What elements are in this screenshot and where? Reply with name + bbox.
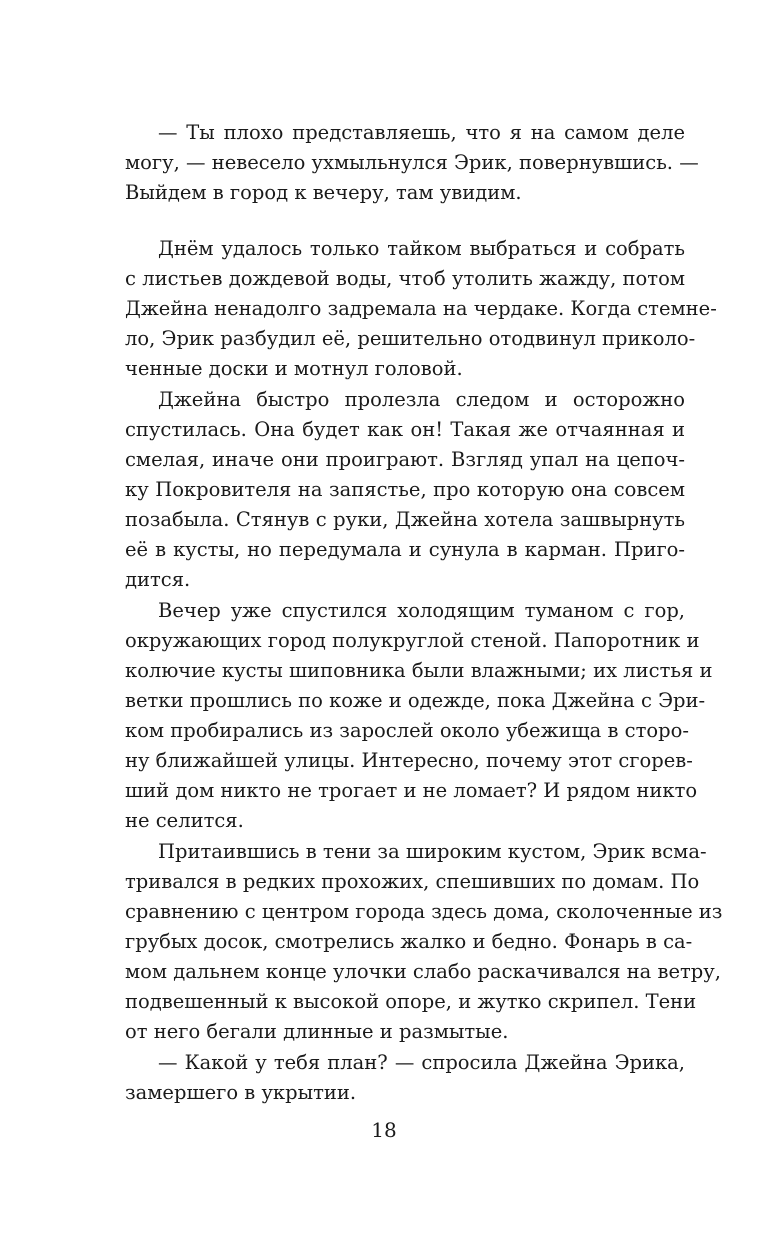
text-line: — Какой у тебя план? — спросила Джейна Эрика, (158, 1051, 685, 1074)
text-line: сравнению с центром города здесь дома, сколоченные из (125, 900, 723, 923)
text-line: от него бегали длинные и размытые. (125, 1020, 509, 1043)
paragraph-1 (125, 118, 699, 208)
text-line: ветки прошлись по коже и одежде, пока Джейна с Эри- (125, 689, 706, 712)
text-line: не селится. (125, 809, 244, 832)
text-line: ком пробирались из зарослей около убежища в сторо- (125, 719, 689, 742)
paragraph-2 (125, 234, 717, 384)
text-line: подвешенный к высокой опоре, и жутко скрипел. Тени (125, 990, 697, 1013)
text-line: Вечер уже спустился холодящим туманом с гор, (158, 599, 685, 622)
text-line: смелая, иначе они проиграют. Взгляд упал на цепоч- (125, 448, 685, 471)
text-line: ченные доски и мотнул головой. (125, 357, 463, 380)
text-line: ну ближайшей улицы. Интересно, почему этот сгорев- (125, 749, 693, 772)
text-line: с листьев дождевой воды, чтоб утолить жажду, потом (125, 267, 685, 290)
text-line: мом дальнем конце улочки слабо раскачивался на ветру, (125, 960, 721, 983)
text-line: позабыла. Стянув с руки, Джейна хотела зашвырнуть (125, 508, 685, 531)
text-line: Днём удалось только тайком выбраться и собрать (158, 237, 685, 260)
text-line: Выйдем в город к вечеру, там увидим. (125, 181, 522, 204)
text-line: окружающих город полукруглой стеной. Папоротник и (125, 629, 700, 652)
text-line: Джейна ненадолго задремала на чердаке. Когда стемне- (125, 297, 717, 320)
paragraph-3 (125, 385, 685, 595)
text-line: грубых досок, смотрелись жалко и бедно. Фонарь в са- (125, 930, 693, 953)
text-line: — Ты плохо представляешь, что я на самом деле (158, 121, 685, 144)
page-number: 18 (371, 1118, 397, 1142)
paragraph-4 (125, 596, 713, 836)
text-line: замершего в укрытии. (125, 1081, 357, 1104)
paragraph-5 (125, 837, 723, 1047)
text-line: ло, Эрик разбудил её, решительно отодвинул приколо- (125, 327, 696, 350)
text-line: спустилась. Она будет как он! Такая же отчаянная и (125, 418, 685, 441)
text-line: Джейна быстро пролезла следом и осторожно (158, 388, 685, 411)
narrative-block (125, 234, 723, 1109)
text-line: колючие кусты шиповника были влажными; их листья и (125, 659, 713, 682)
text-line: дится. (125, 568, 191, 591)
text-line: её в кусты, но передумала и сунула в карман. Приго- (125, 538, 685, 561)
text-line: Притаившись в тени за широким кустом, Эрик всма- (158, 840, 707, 863)
text-line: ку Покровителя на запястье, про которую она совсем (125, 478, 685, 501)
paragraph-6 (125, 1048, 685, 1108)
text-line: ший дом никто не трогает и не ломает? И рядом никто (125, 779, 698, 802)
text-line: тривался в редких прохожих, спешивших по домам. По (125, 870, 700, 893)
dialogue-block (125, 118, 699, 209)
text-line: могу, — невесело ухмыльнулся Эрик, повернувшись. — (125, 151, 699, 174)
